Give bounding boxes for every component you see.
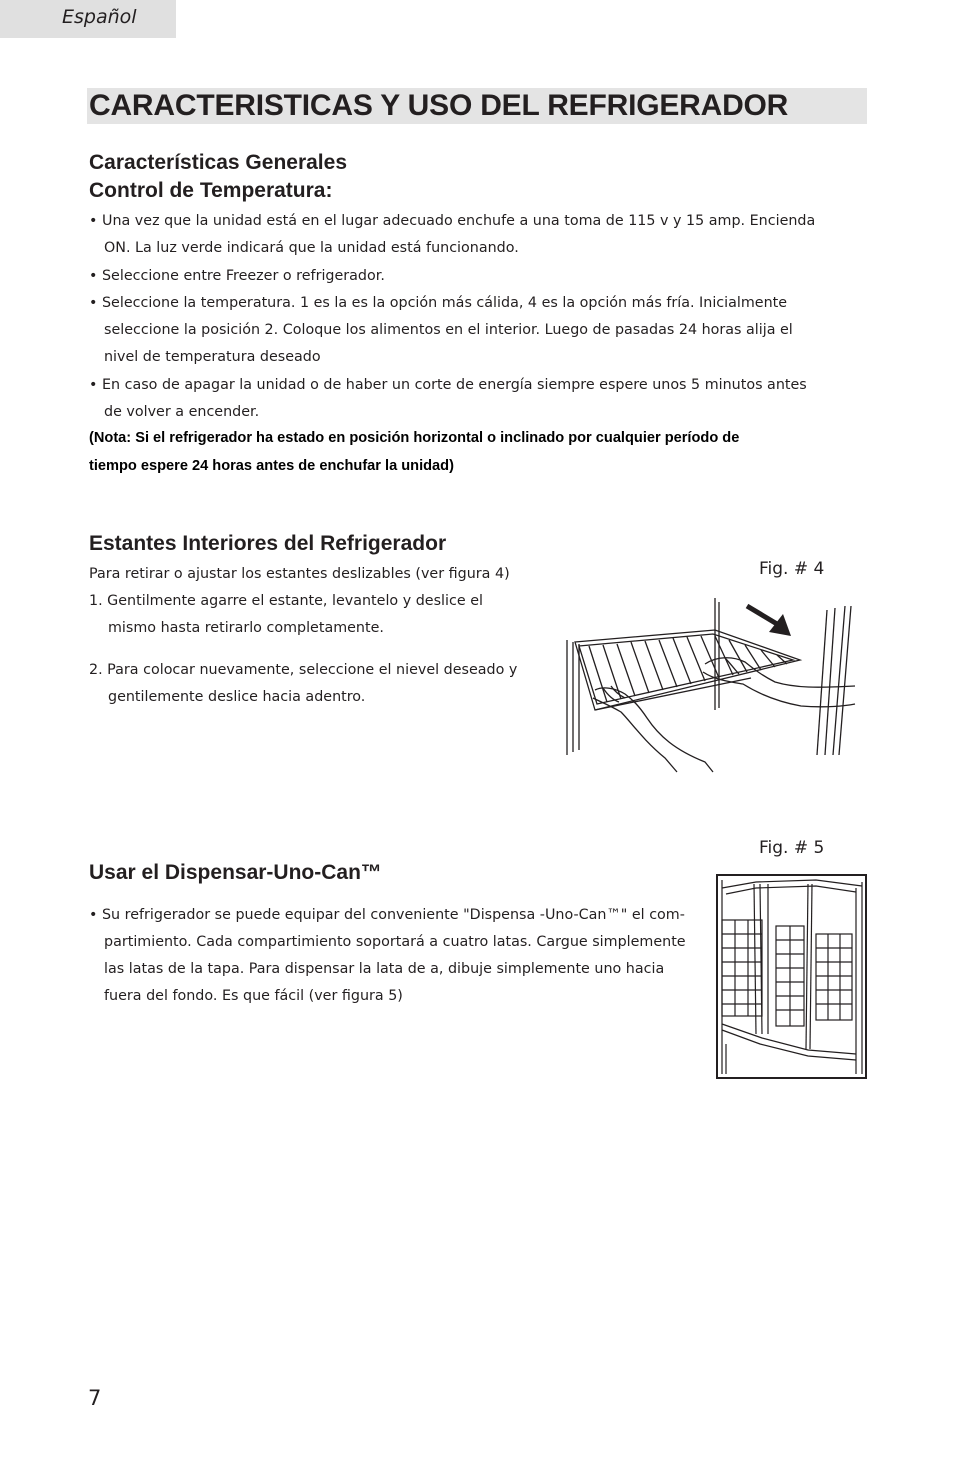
general-line: nivel de temperatura deseado bbox=[104, 349, 321, 365]
figure-4-label: Fig. # 4 bbox=[759, 559, 825, 579]
can-dispenser-illustration bbox=[716, 874, 868, 1080]
dispenser-line: • Su refrigerador se puede equipar del conveniente "Dispensa -Uno-Can™" el com- bbox=[89, 907, 685, 923]
general-line: de volver a encender. bbox=[104, 404, 260, 420]
shelves-line: Para retirar o ajustar los estantes deslizables (ver figura 4) bbox=[89, 566, 510, 582]
shelves-line: 2. Para colocar nuevamente, seleccione el nievel deseado y bbox=[89, 662, 518, 678]
page-title: CARACTERISTICAS Y USO DEL REFRIGERADOR bbox=[89, 89, 789, 122]
section-heading-shelves: Estantes Interiores del Refrigerador bbox=[89, 532, 447, 555]
section-heading-dispenser: Usar el Dispensar-Uno-Can™ bbox=[89, 861, 382, 884]
shelves-line: mismo hasta retirarlo completamente. bbox=[108, 620, 384, 636]
figure-5-label: Fig. # 5 bbox=[759, 838, 825, 858]
shelves-line: 1. Gentilmente agarre el estante, levantelo y deslice el bbox=[89, 593, 483, 609]
general-line: • Una vez que la unidad está en el lugar adecuado enchufe a una toma de 115 v y 15 amp. Encienda bbox=[89, 213, 816, 229]
general-line: • Seleccione la temperatura. 1 es la es la opción más cálida, 4 es la opción más fría. Inicialmente bbox=[89, 295, 788, 311]
shelves-line: gentilemente deslice hacia adentro. bbox=[108, 689, 366, 705]
page-number: 7 bbox=[88, 1386, 102, 1410]
shelf-removal-illustration bbox=[555, 590, 865, 780]
general-line: ON. La luz verde indicará que la unidad está funcionando. bbox=[104, 240, 519, 256]
note-line: tiempo espere 24 horas antes de enchufar la unidad) bbox=[89, 458, 454, 474]
general-line: • Seleccione entre Freezer o refrigerador. bbox=[89, 268, 385, 284]
dispenser-line: las latas de la tapa. Para dispensar la lata de a, dibuje simplemente uno hacia bbox=[104, 961, 665, 977]
page-title-bar bbox=[87, 88, 867, 124]
note-line: (Nota: Si el refrigerador ha estado en posición horizontal o inclinado por cualquier período de bbox=[89, 430, 740, 446]
dispenser-line: partimiento. Cada compartimiento soportará a cuatro latas. Cargue simplemente bbox=[104, 934, 686, 950]
section-heading-general: Características Generales bbox=[89, 151, 347, 174]
general-line: • En caso de apagar la unidad o de haber un corte de energía siempre espere unos 5 minutos antes bbox=[89, 377, 807, 393]
language-tab: Español bbox=[0, 0, 176, 38]
general-line: seleccione la posición 2. Coloque los alimentos en el interior. Luego de pasadas 24 horas alija el bbox=[104, 322, 793, 338]
section-heading-temperature: Control de Temperatura: bbox=[89, 179, 333, 202]
dispenser-line: fuera del fondo. Es que fácil (ver figura 5) bbox=[104, 988, 403, 1004]
